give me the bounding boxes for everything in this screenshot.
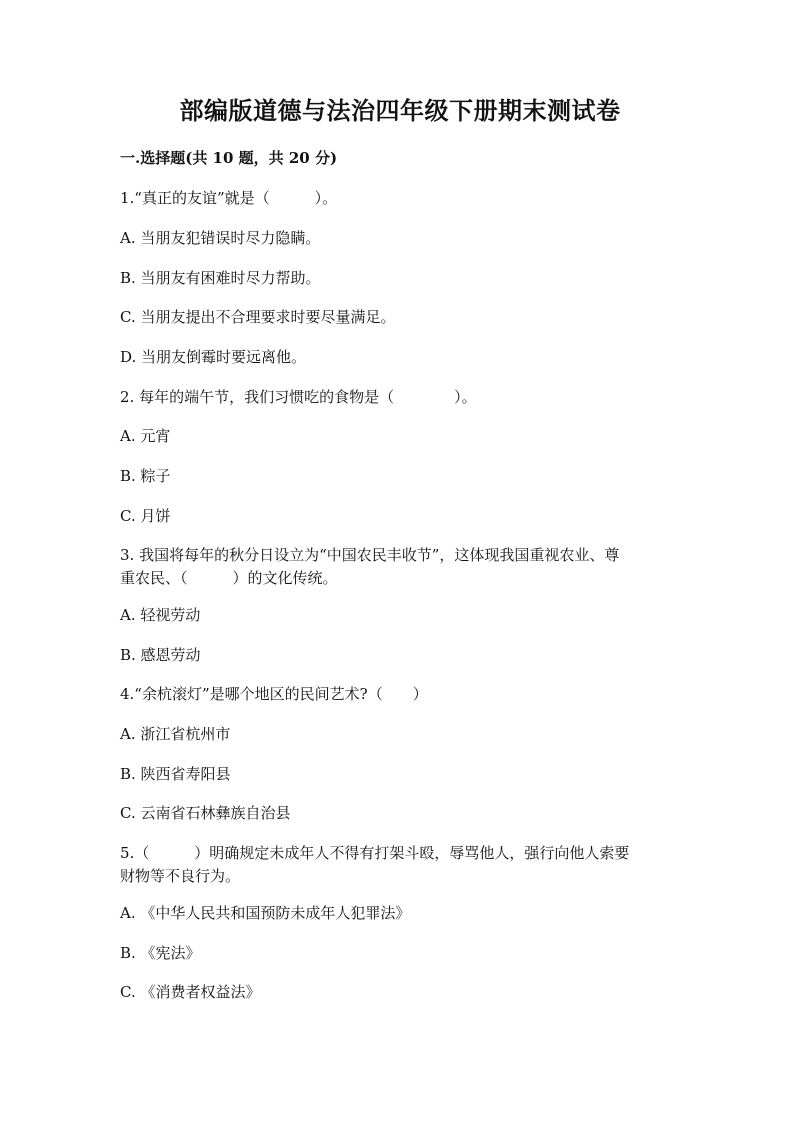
question-4-option-b: B. 陕西省寿阳县	[120, 765, 231, 783]
question-4-option-c: C. 云南省石林彝族自治县	[120, 804, 291, 822]
question-2-stem: 2. 每年的端午节，我们习惯吃的食物是（ ）。	[120, 388, 477, 406]
question-1-stem: 1.“真正的友谊”就是（ ）。	[120, 189, 338, 207]
question-5-option-a: A. 《中华人民共和国预防未成年人犯罪法》	[120, 904, 411, 922]
question-1-option-d: D. 当朋友倒霉时要远离他。	[120, 348, 307, 366]
question-3-option-b: B. 感恩劳动	[120, 646, 201, 664]
question-1-option-a: A. 当朋友犯错误时尽力隐瞒。	[120, 229, 321, 247]
question-1-option-c: C. 当朋友提出不合理要求时要尽量满足。	[120, 308, 396, 326]
section-heading: 一.选择题(共 10 题，共 20 分)	[120, 149, 338, 167]
question-1-option-b: B. 当朋友有困难时尽力帮助。	[120, 269, 321, 287]
question-5-stem-line-2: 财物等不良行为。	[120, 867, 241, 885]
question-4-stem: 4.“余杭滚灯”是哪个地区的民间艺术?（ ）	[120, 685, 428, 703]
question-5-stem-line-1: 5.（ ）明确规定未成年人不得有打架斗殴，辱骂他人，强行向他人索要	[120, 844, 630, 862]
question-2-option-b: B. 粽子	[120, 467, 171, 485]
question-3-stem-line-2: 重农民、（ ）的文化传统。	[120, 569, 338, 587]
question-5-option-b: B. 《宪法》	[120, 944, 201, 962]
question-5-option-c: C. 《消费者权益法》	[120, 983, 261, 1001]
question-2-option-a: A. 元宵	[120, 427, 171, 445]
document-title: 部编版道德与法治四年级下册期末测试卷	[179, 96, 621, 125]
question-3-stem-line-1: 3. 我国将每年的秋分日设立为“中国农民丰收节”，这体现我国重视农业、尊	[120, 546, 620, 564]
question-4-option-a: A. 浙江省杭州市	[120, 725, 231, 743]
question-2-option-c: C. 月饼	[120, 507, 171, 525]
question-3-option-a: A. 轻视劳动	[120, 606, 201, 624]
